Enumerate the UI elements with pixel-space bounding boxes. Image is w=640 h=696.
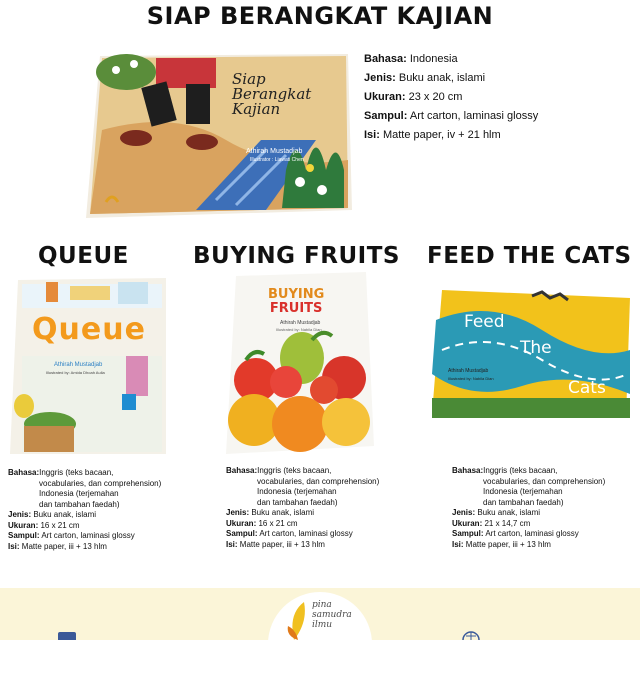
detail-row: vocabularies, dan comprehension) [257,476,380,486]
cover-title [268,288,324,316]
detail-label: Sampul: [8,531,40,540]
detail-value: Buku anak, islami [249,508,315,517]
detail-row: vocabularies, dan comprehension) [483,476,606,486]
detail-row [364,50,538,69]
detail-label: Bahasa: [8,468,40,477]
main-book-details [364,50,538,145]
detail-row [8,468,161,479]
detail-value: Art carton, laminasi glossy [407,110,539,122]
detail-row [452,540,605,551]
cover-author: Athirah Mustadjab [54,362,103,368]
detail-value: Inggris (teks bacaan, [257,466,332,475]
detail-label: Isi: [452,539,464,549]
detail-row [226,508,379,519]
detail-label: Jenis: [452,508,476,517]
detail-row [226,519,379,530]
detail-value: 16 x 21 cm [38,520,80,530]
globe-icon[interactable] [462,630,480,640]
cover-author: Athirah Mustadjab [448,368,489,374]
detail-label: Jenis: [8,510,32,519]
detail-row: Indonesia (terjemahan [39,489,119,498]
detail-label: Isi: [364,129,380,141]
detail-row [452,519,605,530]
detail-label: Sampul: [364,110,408,122]
detail-row [364,69,538,88]
buying-fruits-cover[interactable] [226,270,374,454]
detail-value: Buku anak, islami [395,72,486,84]
buying-fruits-title: BUYING FRUITS [193,243,400,269]
cover-title-line: Cats [568,378,606,398]
detail-row [8,542,161,553]
detail-row [226,540,379,551]
detail-value: Buku anak, islami [31,510,97,519]
cover-title-line: BUYING [268,287,325,302]
detail-label: Ukuran: [452,518,483,528]
page-title: SIAP BERANGKAT KAJIAN [146,2,494,30]
detail-label: Sampul: [226,529,258,538]
detail-value: Art carton, laminasi glossy [483,529,579,538]
detail-label: Isi: [8,541,20,551]
detail-row [364,88,538,107]
detail-value: 23 x 20 cm [405,91,463,103]
cover-title-line: Siap [232,70,266,88]
detail-label: Isi: [226,539,238,549]
detail-value: Art carton, laminasi glossy [39,531,135,540]
detail-label: Jenis: [364,72,396,84]
detail-row [8,510,161,521]
queue-cover[interactable] [10,276,166,454]
feed-the-cats-title: FEED THE CATS [427,243,632,269]
feather-logo-icon [284,600,308,640]
facebook-icon[interactable] [58,632,76,640]
buying-fruits-book-details [226,466,379,550]
cover-title-line: Kajian [232,100,281,118]
cover-title-line: The [520,338,552,358]
detail-label: Ukuran: [364,91,406,103]
feed-the-cats-cover[interactable] [432,290,630,418]
siap-berangkat-kajian-cover[interactable] [86,50,352,220]
detail-row: Indonesia (terjemahan [483,487,563,496]
logo-text-line: samudra [312,610,352,620]
cover-title [32,314,146,346]
detail-row: dan tambahan faedah) [257,497,338,507]
cover-illustrator: Illustrated by: Nabila Dian [276,327,322,332]
detail-label: Jenis: [226,508,250,517]
detail-row [452,466,605,477]
queue-book-details [8,468,161,552]
detail-row: vocabularies, dan comprehension) [39,478,162,488]
detail-value: 16 x 21 cm [256,518,298,528]
cover-title [232,72,342,117]
detail-row [226,466,379,477]
detail-label: Sampul: [452,529,484,538]
detail-row [452,529,605,540]
detail-value: Matte paper, iii + 13 hlm [19,541,107,551]
feed-the-cats-book-details [452,466,605,550]
detail-row [8,531,161,542]
detail-row: dan tambahan faedah) [39,499,120,509]
detail-value: Matte paper, iii + 13 hlm [463,539,551,549]
detail-value: Matte paper, iv + 21 hlm [379,129,501,141]
detail-value: Matte paper, iii + 13 hlm [237,539,325,549]
detail-row [452,508,605,519]
detail-label: Bahasa: [364,53,407,65]
detail-row: Indonesia (terjemahan [257,487,337,496]
detail-value: Art carton, laminasi glossy [257,529,353,538]
detail-value: 21 x 14,7 cm [482,518,531,528]
logo-text [312,600,352,630]
detail-label: Bahasa: [226,466,258,475]
cover-title-line: Berangkat [232,85,312,103]
detail-label: Ukuran: [226,518,257,528]
detail-label: Ukuran: [8,520,39,530]
cover-illustrator: Illustrator : Liawati Chen [250,157,304,163]
logo-text-line: ilmu [312,620,333,630]
cover-author: Athirah Mustadjab [246,148,303,155]
detail-value: Indonesia [406,53,458,65]
detail-value: Inggris (teks bacaan, [483,466,558,475]
queue-title: QUEUE [38,243,129,269]
detail-value: Buku anak, islami [475,508,541,517]
detail-value: Inggris (teks bacaan, [39,468,114,477]
cover-title-line: Feed [464,312,505,332]
detail-row [364,107,538,126]
cover-illustrator: Illustrated by: Nabila Dian [448,376,494,381]
cover-author: Athirah Mustadjab [280,320,321,326]
detail-row [8,521,161,532]
detail-row: dan tambahan faedah) [483,497,564,507]
cover-title-line: FRUITS [269,301,323,316]
detail-row [226,529,379,540]
cover-title-text: Queue [32,312,146,347]
detail-label: Bahasa: [452,466,484,475]
logo-text-line: pina [312,600,332,610]
cover-illustrator: Illustrated by: Amida Dhoah Aulia [46,370,105,375]
detail-row [364,126,538,145]
